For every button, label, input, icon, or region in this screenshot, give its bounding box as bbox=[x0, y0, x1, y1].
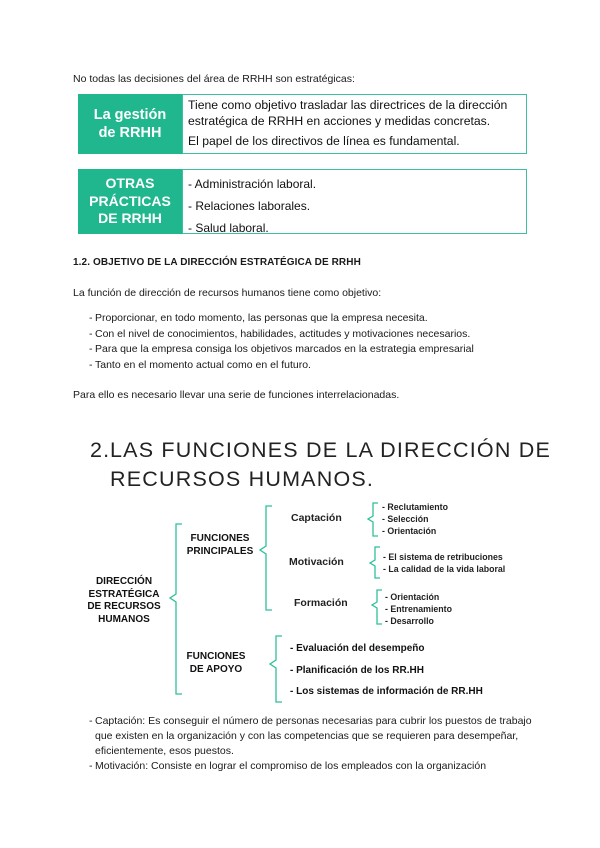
otras-item: - Salud laboral. bbox=[188, 221, 269, 235]
formacion-label: Formación bbox=[294, 597, 348, 609]
apoyo-item: - Planificación de los RR.HH bbox=[290, 665, 424, 676]
motivacion-items bbox=[383, 551, 505, 575]
funciones-apoyo bbox=[180, 651, 252, 676]
section-closing: Para ello es necesario llevar una serie de funciones interrelacionadas. bbox=[73, 389, 400, 401]
apoyo-item: - Los sistemas de información de RR.HH bbox=[290, 686, 483, 697]
root-line: ESTRATÉGICA bbox=[88, 588, 160, 600]
section-title-line1: LAS FUNCIONES DE LA DIRECCIÓN DE bbox=[110, 438, 552, 462]
principales-brace bbox=[260, 506, 272, 610]
section-heading-1-2: 1.2. OBJETIVO DE LA DIRECCIÓN ESTRATÉGICA DE RRHH bbox=[73, 257, 361, 268]
motivacion-label: Motivación bbox=[289, 556, 344, 568]
root-line: HUMANOS bbox=[98, 613, 150, 625]
otras-label-line2: PRÁCTICAS bbox=[89, 192, 171, 209]
formacion-item: - Desarrollo bbox=[385, 616, 434, 626]
apoyo-item: - Evaluación del desempeño bbox=[290, 643, 425, 654]
section-lead: La función de dirección de recursos humanos tiene como objetivo: bbox=[73, 287, 382, 299]
motivacion-item: - La calidad de la vida laboral bbox=[383, 564, 506, 574]
funciones-principales bbox=[180, 533, 260, 558]
intro-text: No todas las decisiones del área de RRHH son estratégicas: bbox=[73, 73, 355, 85]
definition-item: - Captación: Es conseguir el número de personas necesarias para cubrir los puestos de trabajo que existen en la organización y con las competencias que se requieren para desempeñar, eficientemente, esos puestos. bbox=[73, 714, 533, 759]
diagram-root bbox=[75, 576, 173, 626]
principales-line: PRINCIPALES bbox=[186, 545, 254, 557]
captacion-item: - Reclutamiento bbox=[382, 502, 448, 512]
otras-practicas-list bbox=[188, 173, 518, 239]
formacion-brace bbox=[372, 590, 382, 624]
list-item: - Proporcionar, en todo momento, las personas que la empresa necesita. bbox=[73, 312, 474, 328]
gestion-rrhh-label bbox=[78, 94, 182, 154]
otras-item: - Administración laboral. bbox=[188, 177, 317, 191]
formacion-item: - Orientación bbox=[385, 592, 440, 602]
gestion-objective: Tiene como objetivo trasladar las directrices de la dirección estratégica de RRHH en acciones y medidas concretas. bbox=[188, 98, 508, 128]
motivacion-item: - El sistema de retribuciones bbox=[383, 552, 503, 562]
captacion-item: - Selección bbox=[382, 514, 429, 524]
apoyo-line: DE APOYO bbox=[189, 663, 243, 675]
gestion-label-line2: de RRHH bbox=[98, 125, 162, 141]
apoyo-brace bbox=[270, 636, 282, 702]
otras-item: - Relaciones laborales. bbox=[188, 199, 311, 213]
definition-item: - Motivación: Consiste en lograr el compromiso de los empleados con la organización bbox=[73, 759, 533, 774]
section-title-line2: RECURSOS HUMANOS. bbox=[110, 467, 375, 491]
principales-line: FUNCIONES bbox=[190, 533, 250, 544]
definition-list bbox=[73, 714, 533, 774]
apoyo-line: FUNCIONES bbox=[186, 651, 246, 662]
captacion-brace bbox=[368, 503, 378, 536]
list-item: - Con el nivel de conocimientos, habilidades, actitudes y motivaciones necesarios. bbox=[73, 328, 474, 344]
section-heading-2 bbox=[90, 436, 551, 494]
motivacion-brace bbox=[370, 547, 380, 578]
captacion-items bbox=[382, 501, 448, 537]
list-item: - Tanto en el momento actual como en el futuro. bbox=[73, 359, 474, 375]
gestion-directivos: El papel de los directivos de línea es fundamental. bbox=[188, 134, 460, 148]
formacion-items bbox=[385, 591, 452, 627]
root-line: DIRECCIÓN bbox=[95, 576, 153, 587]
otras-label-line3: DE RRHH bbox=[98, 210, 162, 227]
gestion-label-line1: La gestión bbox=[93, 107, 167, 123]
gestion-rrhh-text bbox=[188, 98, 524, 150]
objective-list bbox=[73, 312, 474, 374]
root-line: DE RECURSOS bbox=[87, 601, 161, 612]
captacion-item: - Orientación bbox=[382, 526, 437, 536]
list-item: - Para que la empresa consiga los objetivos marcados en la estrategia empresarial bbox=[73, 343, 474, 359]
otras-label-line1: OTRAS bbox=[105, 175, 155, 192]
otras-practicas-label bbox=[78, 169, 182, 234]
formacion-item: - Entrenamiento bbox=[385, 604, 452, 614]
section-number: 2. bbox=[90, 438, 111, 462]
captacion-label: Captación bbox=[291, 512, 342, 524]
